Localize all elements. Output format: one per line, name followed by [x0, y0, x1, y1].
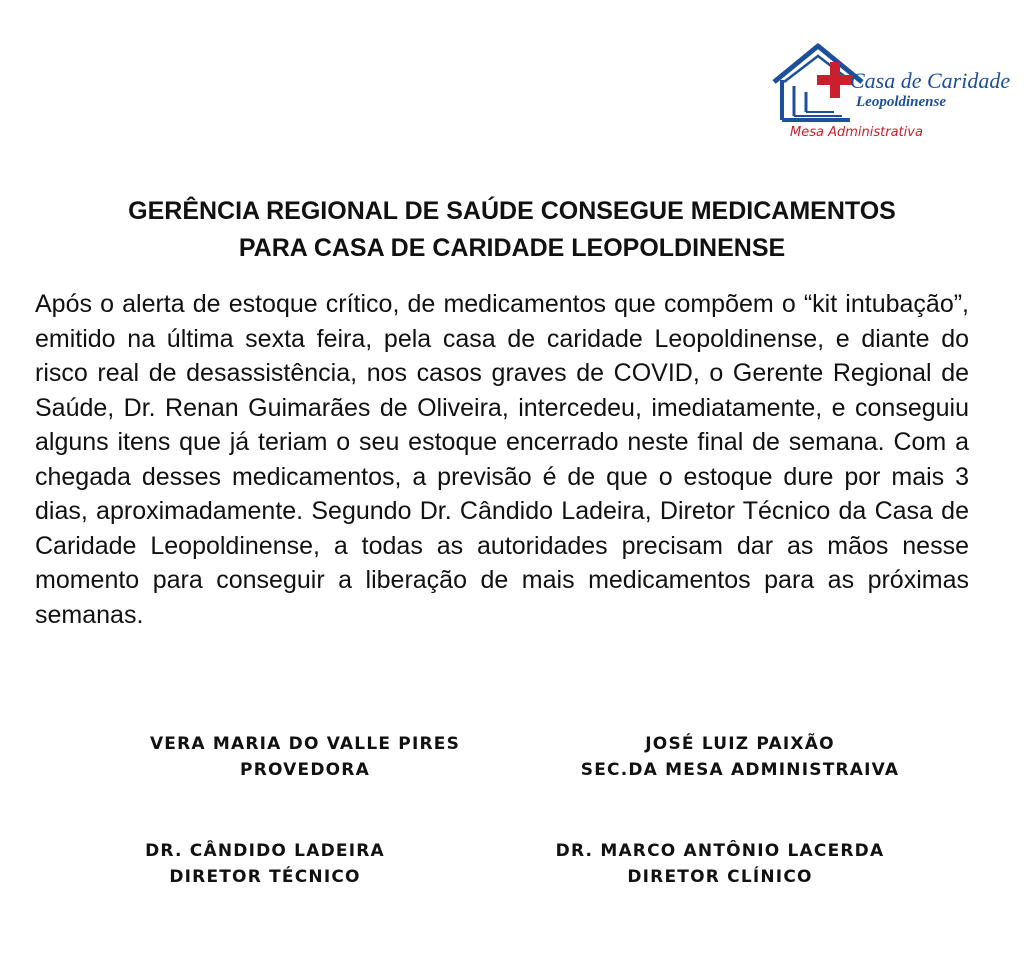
article-body: Após o alerta de estoque crítico, de medicamentos que compõem o “kit intubação”, emitido na última sexta feira, pela casa de caridade Leopoldinense, e diante do risco real de desassistência, nos casos graves de COVID, o Gerente Regional de Saúde, Dr. Renan Guimarães de Oliveira, intercedeu, imediatamente, e conseguiu alguns itens que já teriam o seu estoque encerrado neste final de semana. Com a chegada desses medicamentos, a previsão é de que o estoque dure por mais 3 dias, aproximadamente. Segundo Dr. Cândido Ladeira, Diretor Técnico da Casa de Caridade Leopoldinense, a todas as autoridades precisam dar as mãos nesse momento para conseguir a liberação de mais medicamentos para as próximas semanas.	[35, 290, 969, 629]
signature-name: JOSÉ LUIZ PAIXÃO	[645, 734, 835, 754]
signature-block	[120, 838, 410, 890]
logo	[770, 40, 1011, 145]
logo-house-cross-icon	[770, 40, 1011, 145]
signature-block	[540, 838, 900, 890]
signature-role: PROVEDORA	[240, 760, 370, 780]
signature-name: VERA MARIA DO VALLE PIRES	[149, 734, 461, 754]
signature-role: DIRETOR CLÍNICO	[627, 867, 813, 887]
signature-block	[560, 731, 920, 783]
title-line-1: GERÊNCIA REGIONAL DE SAÚDE CONSEGUE MEDICAMENTOS	[128, 197, 896, 225]
title-line-2: PARA CASA DE CARIDADE LEOPOLDINENSE	[238, 234, 786, 262]
signature-role: DIRETOR TÉCNICO	[169, 867, 361, 887]
signature-block	[135, 731, 475, 783]
logo-subtitle: Mesa Administrativa	[790, 125, 923, 140]
logo-name-line1: Casa de Caridade	[850, 68, 1011, 93]
signature-name: DR. CÂNDIDO LADEIRA	[145, 841, 385, 861]
signature-name: DR. MARCO ANTÔNIO LACERDA	[555, 841, 885, 861]
signature-role: SEC.DA MESA ADMINISTRAIVA	[580, 760, 900, 780]
logo-name-line2: Leopoldinense	[856, 94, 946, 110]
page-title	[40, 193, 984, 267]
